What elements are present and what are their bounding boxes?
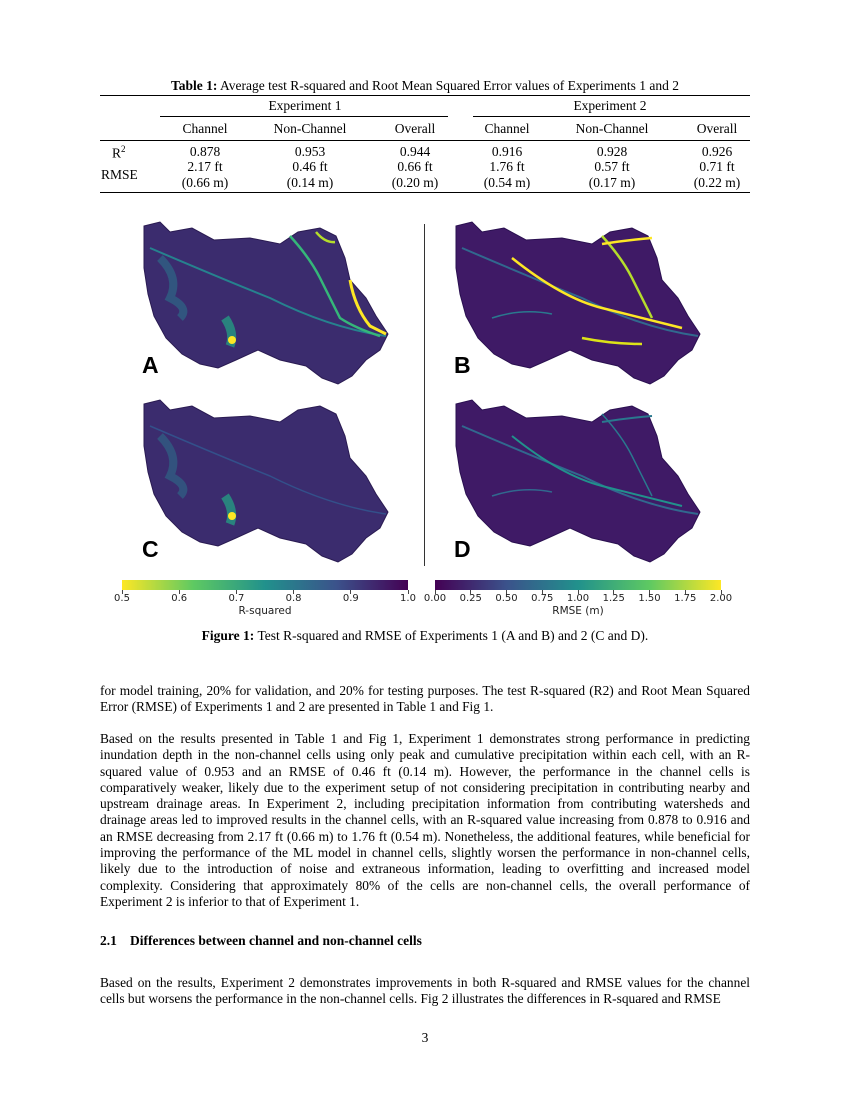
watershed-shape	[456, 400, 700, 562]
colorbar-tick-label: 0.5	[114, 593, 130, 604]
table-top-rule	[100, 95, 750, 96]
panel-label-a: A	[142, 352, 159, 378]
table-caption-label: Table 1:	[170, 78, 218, 93]
table-cell: 0.928	[596, 144, 628, 159]
column-header: Overall	[696, 121, 738, 136]
table-cell: 0.71 ft	[699, 159, 735, 174]
figure-caption-text: Test R-squared and RMSE of Experiments 1 (A and B) and 2 (C and D).	[257, 628, 649, 643]
page-number: 3	[421, 1030, 429, 1045]
table-cell: 0.916	[491, 144, 523, 159]
colorbar-tick-label: 0.00	[423, 593, 447, 604]
group-header-exp1: Experiment 1	[268, 98, 342, 113]
table-cell: 0.944	[399, 144, 431, 159]
colorbar-tick-label: 1.25	[602, 593, 625, 604]
table-cell: 0.878	[189, 144, 221, 159]
colorbar-tick-label: 1.50	[638, 593, 661, 604]
table-cell: (0.17 m)	[588, 175, 636, 190]
map-panel-a	[140, 218, 390, 388]
section-title: Differences between channel and non-channel cells	[130, 933, 422, 948]
column-header: Non-Channel	[273, 121, 347, 136]
colorbar-rmse	[435, 580, 721, 590]
table-cell: (0.14 m)	[286, 175, 334, 190]
panel-divider	[424, 224, 425, 566]
column-header: Channel	[182, 121, 228, 136]
colorbar-tick-label: 1.0	[400, 593, 416, 604]
colorbar-tick-label: 0.25	[459, 593, 482, 604]
table-caption-text: Average test R-squared and Root Mean Squared Error values of Experiments 1 and 2	[220, 78, 680, 93]
panel-label-b: B	[454, 352, 471, 378]
paragraph: Based on the results presented in Table 1 and Fig 1, Experiment 1 demonstrates strong performance in predicting inundation depth in the non-channel cells using only peak and cumulative precipitation within each cell, with an R-squared value of 0.953 and an RMSE of 0.46 ft (0.14 m). However, the performance in the channel cells is comparatively weaker, likely due to the experiment setup of not considering precipitation in contributing nearby and upstream drainage areas. In Experiment 2, including precipitation information from contributing watersheds and drainage areas led to improved results in the channel cells, with an R-squared value increasing from 0.878 to 0.916 and an RMSE decreasing from 2.17 ft (0.66 m) to 1.76 ft (0.54 m). Nonetheless, the additional features, while beneficial for improving the performance of the ML model in channel cells, slightly worsen the performance in non-channel cells, likely due to the introduction of noise and extraneous information, leading to overfitting and increased model complexity. Considering that approximately 80% of the cells are non-channel cells, the overall performance of Experiment 2 is inferior to that of Experiment 1.	[100, 731, 750, 909]
group-rule-exp1	[160, 116, 448, 117]
table-cell: 0.926	[701, 144, 733, 159]
column-header: Non-Channel	[575, 121, 649, 136]
figure-caption-label: Figure 1:	[201, 628, 255, 643]
table-caption	[100, 78, 750, 94]
watershed-shape	[456, 222, 700, 384]
colorbar-r-squared	[122, 580, 408, 590]
colorbar-tick-label: 0.50	[495, 593, 518, 604]
table-cell: 1.76 ft	[489, 159, 525, 174]
hotspot	[228, 336, 236, 344]
colorbar-tick-label: 1.00	[566, 593, 590, 604]
colorbar-tick-label: 0.9	[342, 593, 359, 604]
table-cell: (0.22 m)	[693, 175, 741, 190]
colorbar-tick-label: 0.8	[285, 593, 302, 604]
row-label-r2: $R^2$	[112, 144, 126, 161]
figure-caption	[100, 628, 750, 644]
table-header-rule	[100, 140, 750, 141]
table-cell: (0.20 m)	[391, 175, 439, 190]
colorbar-r-squared-label: R-squared	[238, 605, 292, 617]
table-cell: 0.46 ft	[292, 159, 328, 174]
table-cell: 0.57 ft	[594, 159, 630, 174]
colorbar-tick-label: 0.75	[531, 593, 554, 604]
table-cell: (0.66 m)	[181, 175, 229, 190]
hotspot	[228, 512, 236, 520]
table-cell: (0.54 m)	[483, 175, 531, 190]
colorbar-rmse-label: RMSE (m)	[552, 605, 604, 617]
table-cell: 0.66 ft	[397, 159, 433, 174]
colorbar-tick-label: 0.7	[228, 593, 245, 604]
group-header-exp2: Experiment 2	[573, 98, 647, 113]
map-panel-c	[140, 396, 390, 566]
panel-label-c: C	[142, 536, 159, 562]
colorbar-tick-label: 1.75	[674, 593, 697, 604]
table-cell: 2.17 ft	[187, 159, 223, 174]
colorbar-tick-label: 0.6	[171, 593, 188, 604]
table-cell: 0.953	[294, 144, 326, 159]
section-number: 2.1	[100, 933, 117, 948]
paragraph: for model training, 20% for validation, and 20% for testing purposes. The test R-squared (R2) and Root Mean Squared Error (RMSE) of Experiments 1 and 2 are presented in Table 1 and Fig 1.	[100, 683, 750, 715]
table-bottom-rule	[100, 192, 750, 193]
section-heading	[100, 933, 422, 949]
colorbar-tick-label: 2.00	[709, 593, 733, 604]
map-panel-b	[452, 218, 702, 388]
map-panel-d	[452, 396, 702, 566]
panel-label-d: D	[454, 536, 471, 562]
column-header: Overall	[394, 121, 436, 136]
row-label-rmse: RMSE	[101, 167, 138, 182]
column-header: Channel	[484, 121, 530, 136]
group-rule-exp2	[473, 116, 750, 117]
paragraph: Based on the results, Experiment 2 demonstrates improvements in both R-squared and RMSE values for the channel cells but worsens the performance in the non-channel cells. Fig 2 illustrates the differences in R-squared and RMSE	[100, 975, 750, 1007]
